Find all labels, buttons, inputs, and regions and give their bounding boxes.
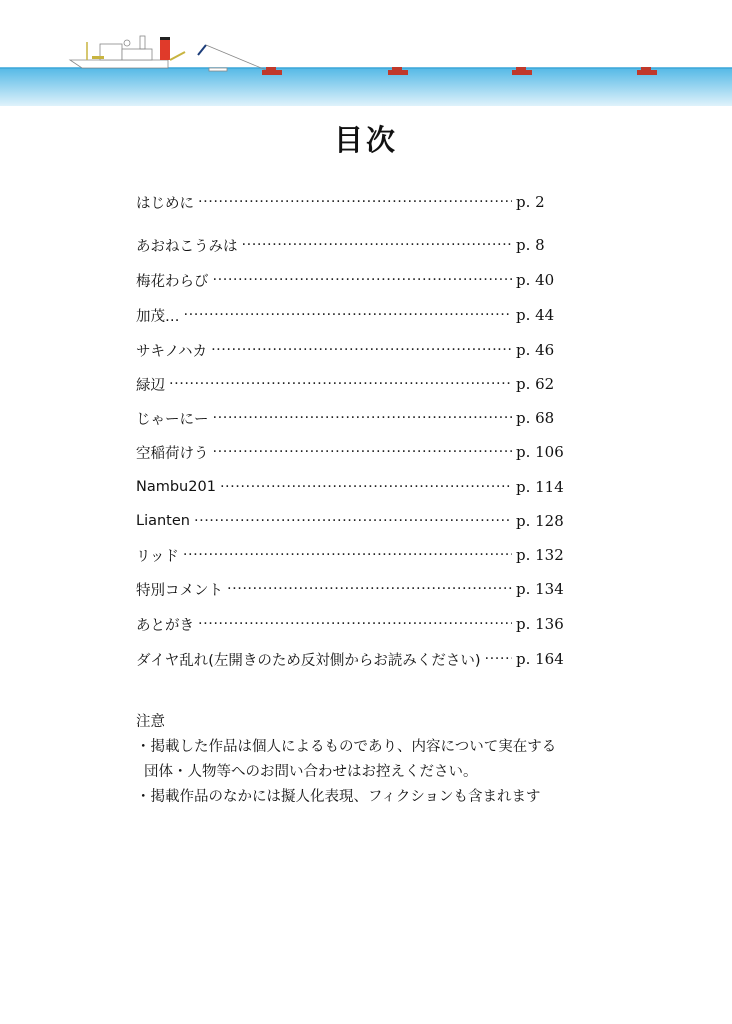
ship-banner-illustration — [0, 0, 732, 106]
page-title: 目次 — [333, 123, 398, 157]
toc-entry-page: p. 136 — [516, 615, 564, 633]
toc-entry-page: p. 164 — [516, 650, 564, 668]
leader-dots — [169, 376, 512, 392]
ship — [70, 36, 266, 71]
leader-dots — [198, 194, 512, 210]
toc-entry-page: p. 46 — [516, 341, 555, 359]
toc-entry-page: p. 62 — [516, 375, 555, 393]
toc-entry-page: p. 132 — [516, 546, 564, 564]
toc-entry-title: 加茂… — [136, 308, 180, 325]
note-line: 団体・人物等へのお問い合わせはお控えください。 — [144, 764, 478, 780]
toc-entry-page: p. 134 — [516, 580, 564, 598]
leader-dots — [198, 616, 512, 632]
toc-entry-title: 梅花わらび — [136, 273, 209, 290]
toc-entry-title: Nambu201 — [136, 479, 216, 495]
toc-entry-title: 特別コメント — [136, 582, 223, 599]
toc-entry-page: p. 44 — [516, 306, 555, 324]
toc-entry-title: リッド — [136, 548, 179, 565]
toc-entry[interactable] — [136, 304, 566, 326]
toc-entry-page: p. 2 — [516, 193, 545, 211]
toc-entry-title: ダイヤ乱れ(左開きのため反対側からお読みください) — [136, 652, 481, 669]
toc-entry-page: p. 68 — [516, 409, 555, 427]
toc-entry[interactable] — [136, 339, 566, 361]
toc-entry-title: 緑辺 — [136, 377, 165, 394]
toc-entry[interactable] — [136, 373, 566, 395]
sea — [0, 68, 732, 106]
toc-entry-title: あおねこうみは — [136, 238, 238, 255]
toc-entry[interactable] — [136, 613, 566, 635]
toc-entry-title: 空稲荷けう — [136, 445, 209, 462]
note-line: ・掲載した作品は個人によるものであり、内容について実在する — [136, 739, 557, 755]
toc-entry[interactable] — [136, 544, 566, 566]
toc-entry-title: あとがき — [136, 617, 194, 634]
leader-dots — [213, 444, 513, 460]
leader-dots — [485, 651, 512, 667]
notes-section — [136, 710, 556, 810]
leader-dots — [184, 307, 513, 323]
toc-entry-page: p. 106 — [516, 443, 564, 461]
toc-entry[interactable] — [136, 234, 566, 256]
toc-entry-page: p. 114 — [516, 478, 564, 496]
leader-dots — [211, 342, 512, 358]
toc-entry[interactable] — [136, 191, 566, 213]
leader-dots — [227, 581, 512, 597]
toc-entry[interactable] — [136, 510, 566, 532]
toc-entry-page: p. 8 — [516, 236, 545, 254]
toc-entry[interactable] — [136, 441, 566, 463]
leader-dots — [183, 547, 512, 563]
toc-entry-title: じゃーにー — [136, 411, 209, 428]
toc-entry-page: p. 40 — [516, 271, 555, 289]
leader-dots — [194, 513, 512, 529]
toc-entry-title: サキノハカ — [136, 343, 208, 360]
toc-entry-page: p. 128 — [516, 512, 564, 530]
leader-dots — [242, 237, 513, 253]
notes-heading: 注意 — [136, 714, 165, 730]
toc-entry-title: Lianten — [136, 513, 190, 529]
toc-entry-title: はじめに — [136, 195, 194, 212]
leader-dots — [213, 410, 513, 426]
note-line: ・掲載作品のなかには擬人化表現、フィクションも含まれます — [136, 789, 541, 805]
toc-entry[interactable] — [136, 476, 566, 498]
leader-dots — [213, 272, 513, 288]
toc-entry[interactable] — [136, 407, 566, 429]
toc-entry[interactable] — [136, 269, 566, 291]
leader-dots — [220, 479, 512, 495]
toc-entry[interactable] — [136, 578, 566, 600]
toc-entry[interactable] — [136, 648, 566, 670]
